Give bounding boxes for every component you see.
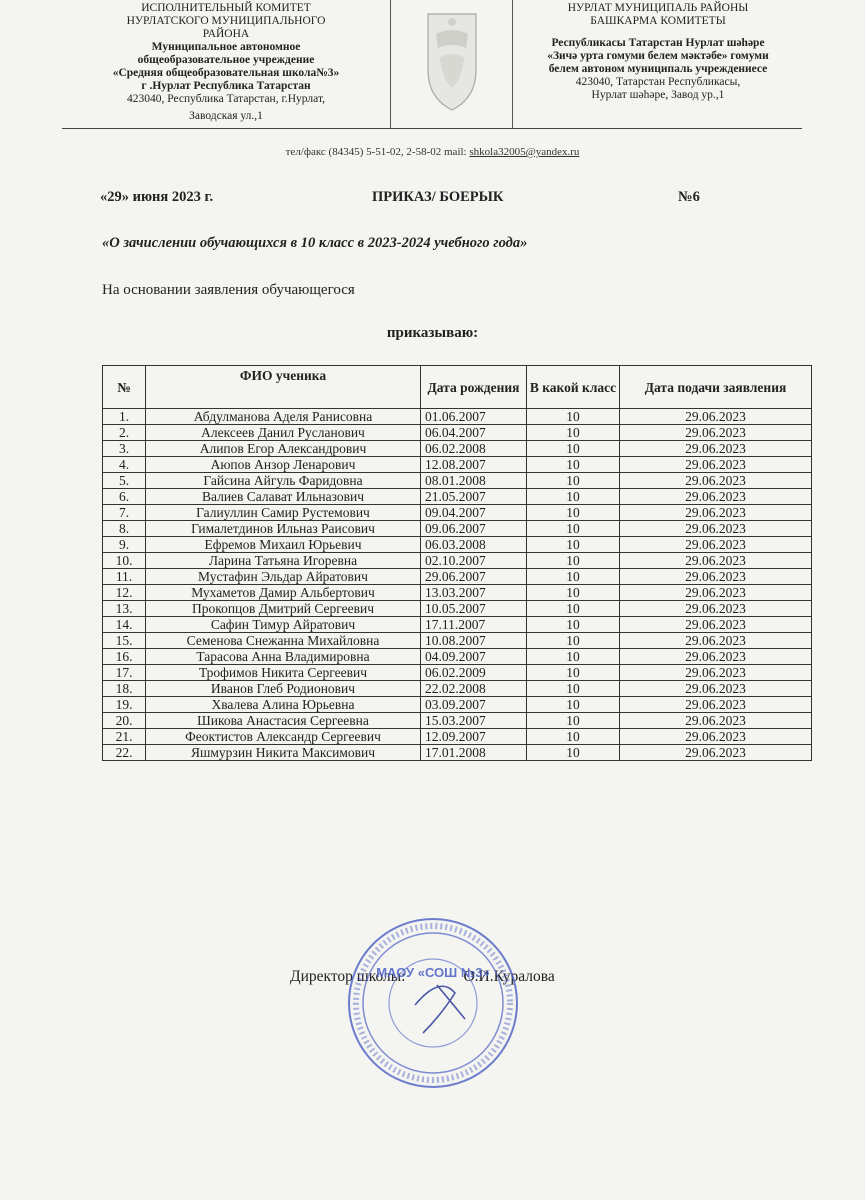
- birth-date: 04.09.2007: [421, 649, 527, 665]
- class: 10: [527, 537, 620, 553]
- class: 10: [527, 697, 620, 713]
- table-row: [103, 489, 812, 505]
- class: 10: [527, 457, 620, 473]
- order-directive: приказываю:: [386, 325, 479, 341]
- letterhead-left: [62, 0, 391, 128]
- class: 10: [527, 601, 620, 617]
- lh-left-line8: 423040, Республика Татарстан, г.Нурлат,: [127, 93, 325, 105]
- table-row: [103, 665, 812, 681]
- row-number: 16.: [103, 649, 146, 665]
- applied-date: 29.06.2023: [620, 537, 812, 553]
- col-applied: Дата подачи заявления: [620, 366, 812, 409]
- class: 10: [527, 409, 620, 425]
- class: 10: [527, 649, 620, 665]
- row-number: 10.: [103, 553, 146, 569]
- table-row: [103, 729, 812, 745]
- table-row: [103, 585, 812, 601]
- applied-date: 29.06.2023: [620, 729, 812, 745]
- table-row: [103, 505, 812, 521]
- table-row: [103, 601, 812, 617]
- row-number: 8.: [103, 521, 146, 537]
- birth-date: 06.02.2009: [421, 665, 527, 681]
- applied-date: 29.06.2023: [620, 473, 812, 489]
- birth-date: 02.10.2007: [421, 553, 527, 569]
- student-name: Шикова Анастасия Сергеевна: [146, 713, 421, 729]
- student-name: Прокопцов Дмитрий Сергеевич: [146, 601, 421, 617]
- student-name: Ларина Татьяна Игоревна: [146, 553, 421, 569]
- table-row: [103, 649, 812, 665]
- student-name: Мухаметов Дамир Альбертович: [146, 585, 421, 601]
- applied-date: 29.06.2023: [620, 553, 812, 569]
- col-fio: ФИО ученика: [146, 366, 421, 409]
- director-name: О.И.Куралова: [463, 968, 555, 985]
- table-row: [103, 745, 812, 761]
- row-number: 1.: [103, 409, 146, 425]
- class: 10: [527, 473, 620, 489]
- col-birth: Дата рождения: [421, 366, 527, 409]
- director-label: Директор школы:: [290, 968, 406, 985]
- lh-right-line2: БАШКАРМА КОМИТЕТЫ: [590, 15, 726, 27]
- student-name: Мустафин Эльдар Айратович: [146, 569, 421, 585]
- row-number: 20.: [103, 713, 146, 729]
- row-number: 15.: [103, 633, 146, 649]
- student-name: Абдулманова Аделя Ранисовна: [146, 409, 421, 425]
- applied-date: 29.06.2023: [620, 665, 812, 681]
- contact-email[interactable]: shkola32005@yandex.ru: [469, 146, 580, 158]
- letterhead-right: [512, 0, 803, 128]
- birth-date: 06.04.2007: [421, 425, 527, 441]
- birth-date: 10.05.2007: [421, 601, 527, 617]
- table-row: [103, 569, 812, 585]
- class: 10: [527, 441, 620, 457]
- student-name: Аюпов Анзор Ленарович: [146, 457, 421, 473]
- applied-date: 29.06.2023: [620, 745, 812, 761]
- applied-date: 29.06.2023: [620, 569, 812, 585]
- student-name: Гималетдинов Ильназ Раисович: [146, 521, 421, 537]
- row-number: 6.: [103, 489, 146, 505]
- birth-date: 12.08.2007: [421, 457, 527, 473]
- row-number: 22.: [103, 745, 146, 761]
- class: 10: [527, 713, 620, 729]
- birth-date: 09.06.2007: [421, 521, 527, 537]
- student-name: Яшмурзин Никита Максимович: [146, 745, 421, 761]
- birth-date: 15.03.2007: [421, 713, 527, 729]
- class: 10: [527, 745, 620, 761]
- class: 10: [527, 633, 620, 649]
- birth-date: 10.08.2007: [421, 633, 527, 649]
- birth-date: 12.09.2007: [421, 729, 527, 745]
- row-number: 2.: [103, 425, 146, 441]
- class: 10: [527, 681, 620, 697]
- row-number: 11.: [103, 569, 146, 585]
- order-basis: На основании заявления обучающегося: [102, 282, 355, 298]
- lh-left-line9: Заводская ул.,1: [189, 110, 263, 122]
- birth-date: 01.06.2007: [421, 409, 527, 425]
- coat-of-arms: [392, 0, 512, 128]
- table-row: [103, 409, 812, 425]
- class: 10: [527, 569, 620, 585]
- birth-date: 08.01.2008: [421, 473, 527, 489]
- applied-date: 29.06.2023: [620, 521, 812, 537]
- birth-date: 09.04.2007: [421, 505, 527, 521]
- contact-text: тел/факс (84345) 5-51-02, 2-58-02 mail:: [285, 146, 470, 158]
- applied-date: 29.06.2023: [620, 681, 812, 697]
- row-number: 13.: [103, 601, 146, 617]
- applied-date: 29.06.2023: [620, 633, 812, 649]
- table-row: [103, 425, 812, 441]
- student-name: Алипов Егор Александрович: [146, 441, 421, 457]
- order-number: №6: [678, 189, 700, 205]
- row-number: 19.: [103, 697, 146, 713]
- table-header-row: [103, 366, 812, 409]
- student-name: Ефремов Михаил Юрьевич: [146, 537, 421, 553]
- school-stamp: [345, 915, 521, 1091]
- table-row: [103, 553, 812, 569]
- students-table-body: [103, 409, 812, 761]
- class: 10: [527, 521, 620, 537]
- birth-date: 06.03.2008: [421, 537, 527, 553]
- row-number: 12.: [103, 585, 146, 601]
- letterhead: [62, 0, 802, 129]
- class: 10: [527, 585, 620, 601]
- class: 10: [527, 489, 620, 505]
- table-row: [103, 473, 812, 489]
- birth-date: 21.05.2007: [421, 489, 527, 505]
- applied-date: 29.06.2023: [620, 489, 812, 505]
- row-number: 5.: [103, 473, 146, 489]
- coat-of-arms-icon: [392, 0, 512, 128]
- student-name: Семенова Снежанна Михайловна: [146, 633, 421, 649]
- lh-right-line4: «Зичә урта гомуми белем мәктәбе» гомуми: [547, 50, 769, 62]
- signature-mark: [415, 985, 465, 1033]
- applied-date: 29.06.2023: [620, 457, 812, 473]
- table-row: [103, 681, 812, 697]
- birth-date: 13.03.2007: [421, 585, 527, 601]
- student-name: Валиев Салават Ильназович: [146, 489, 421, 505]
- row-number: 7.: [103, 505, 146, 521]
- applied-date: 29.06.2023: [620, 649, 812, 665]
- order-title: ПРИКАЗ/ БОЕРЫК: [372, 189, 504, 205]
- birth-date: 17.11.2007: [421, 617, 527, 633]
- order-subject: «О зачислении обучающихся в 10 класс в 2023-2024 учебного года»: [102, 235, 528, 251]
- lh-left-line5: общеобразовательное учреждение: [137, 54, 315, 66]
- lh-right-line6: 423040, Татарстан Республикасы,: [575, 76, 741, 88]
- table-row: [103, 713, 812, 729]
- student-name: Алексеев Данил Русланович: [146, 425, 421, 441]
- class: 10: [527, 553, 620, 569]
- lh-left-line1: ИСПОЛНИТЕЛЬНЫЙ КОМИТЕТ: [141, 2, 311, 14]
- lh-right-line7: Нурлат шәһәре, Завод ур.,1: [591, 89, 725, 101]
- table-row: [103, 633, 812, 649]
- lh-left-line6: «Средняя общеобразовательная школа№3»: [112, 67, 340, 79]
- applied-date: 29.06.2023: [620, 585, 812, 601]
- row-number: 18.: [103, 681, 146, 697]
- class: 10: [527, 729, 620, 745]
- birth-date: 06.02.2008: [421, 441, 527, 457]
- table-row: [103, 697, 812, 713]
- table-row: [103, 457, 812, 473]
- row-number: 9.: [103, 537, 146, 553]
- student-name: Галиуллин Самир Рустемович: [146, 505, 421, 521]
- table-row: [103, 521, 812, 537]
- applied-date: 29.06.2023: [620, 425, 812, 441]
- birth-date: 22.02.2008: [421, 681, 527, 697]
- row-number: 4.: [103, 457, 146, 473]
- stamp-text: МАОУ «СОШ №3»: [376, 965, 490, 980]
- student-name: Сафин Тимур Айратович: [146, 617, 421, 633]
- col-number: №: [103, 366, 146, 409]
- student-name: Феоктистов Александр Сергеевич: [146, 729, 421, 745]
- lh-left-line4: Муниципальное автономное: [151, 41, 301, 53]
- table-row: [103, 617, 812, 633]
- applied-date: 29.06.2023: [620, 601, 812, 617]
- class: 10: [527, 425, 620, 441]
- lh-left-line7: г .Нурлат Республика Татарстан: [141, 80, 311, 92]
- student-name: Иванов Глеб Родионович: [146, 681, 421, 697]
- applied-date: 29.06.2023: [620, 505, 812, 521]
- applied-date: 29.06.2023: [620, 617, 812, 633]
- birth-date: 29.06.2007: [421, 569, 527, 585]
- order-date: «29» июня 2023 г.: [100, 189, 214, 205]
- col-class: В какой класс: [527, 366, 620, 409]
- table-row: [103, 441, 812, 457]
- class: 10: [527, 665, 620, 681]
- student-name: Гайсина Айгуль Фаридовна: [146, 473, 421, 489]
- table-row: [103, 537, 812, 553]
- class: 10: [527, 617, 620, 633]
- row-number: 3.: [103, 441, 146, 457]
- birth-date: 17.01.2008: [421, 745, 527, 761]
- row-number: 21.: [103, 729, 146, 745]
- student-name: Хвалева Алина Юрьевна: [146, 697, 421, 713]
- applied-date: 29.06.2023: [620, 713, 812, 729]
- row-number: 14.: [103, 617, 146, 633]
- row-number: 17.: [103, 665, 146, 681]
- applied-date: 29.06.2023: [620, 409, 812, 425]
- lh-left-line2: НУРЛАТСКОГО МУНИЦИПАЛЬНОГО: [126, 15, 326, 27]
- class: 10: [527, 505, 620, 521]
- birth-date: 03.09.2007: [421, 697, 527, 713]
- applied-date: 29.06.2023: [620, 697, 812, 713]
- student-name: Трофимов Никита Сергеевич: [146, 665, 421, 681]
- applied-date: 29.06.2023: [620, 441, 812, 457]
- students-table: [102, 365, 812, 761]
- lh-right-line3: Республикасы Татарстан Нурлат шәһәре: [551, 37, 765, 49]
- lh-right-line5: белем автоном муниципаль учреждениесе: [548, 63, 768, 75]
- lh-right-line1: НУРЛАТ МУНИЦИПАЛЬ РАЙОНЫ: [567, 2, 749, 14]
- lh-left-line3: РАЙОНА: [202, 28, 250, 40]
- student-name: Тарасова Анна Владимировна: [146, 649, 421, 665]
- contact-line: [0, 146, 865, 158]
